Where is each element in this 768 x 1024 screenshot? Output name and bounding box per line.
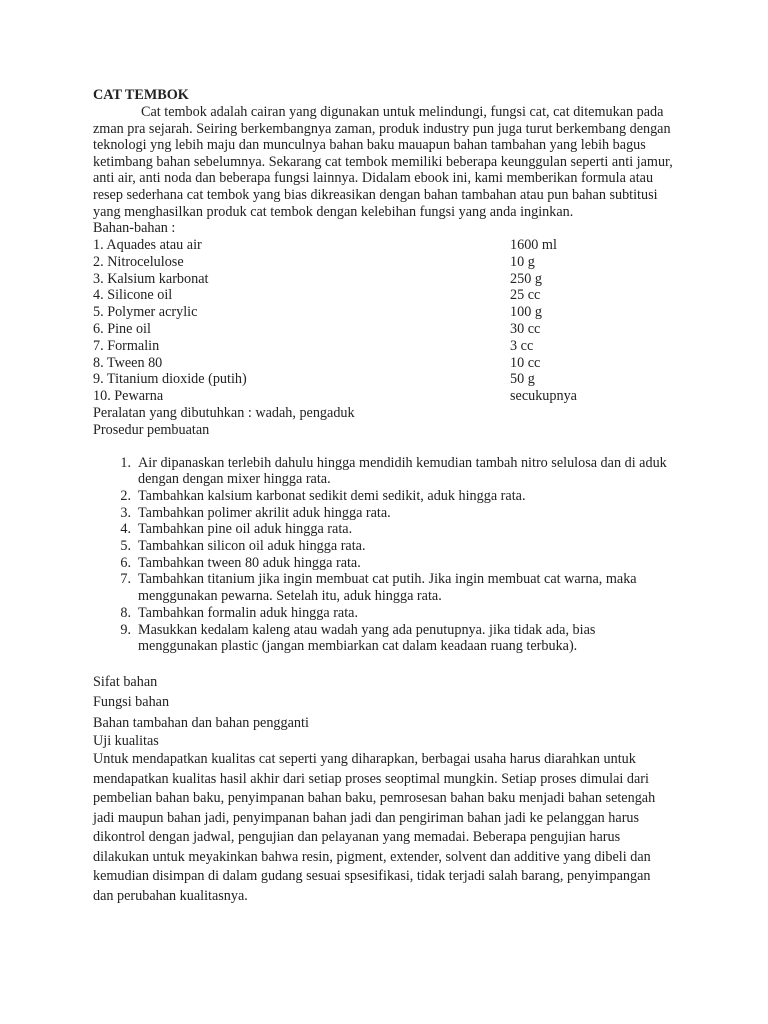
ingredient-name: 5. Polymer acrylic [93, 304, 198, 321]
step-text: Masukkan kedalam kaleng atau wadah yang ada penutupnya. jika tidak ada, bias menggunakan plastic (jangan membiarkan cat dalam keadaan ruang terbuka). [138, 621, 596, 655]
ingredient-name: 4. Silicone oil [93, 287, 173, 304]
ingredient-qty: 10 g [510, 253, 535, 270]
ingredient-qty: 3 cc [510, 337, 534, 354]
procedure-step [93, 488, 668, 505]
step-number: 7. [120, 571, 131, 588]
heading-bahan-tambahan: Bahan tambahan dan bahan pengganti [93, 714, 309, 731]
ingredient-row [93, 254, 683, 271]
document-title: CAT TEMBOK [93, 87, 189, 103]
ingredient-name: 10. Pewarna [93, 388, 164, 405]
ingredient-qty: 1600 ml [510, 236, 557, 253]
ingredient-name: 8. Tween 80 [93, 354, 163, 371]
step-number: 8. [120, 604, 131, 621]
ingredient-name: 9. Titanium dioxide (putih) [93, 371, 247, 388]
step-text: Tambahkan polimer akrilit aduk hingga rata. [138, 504, 391, 521]
ingredient-name: 3. Kalsium karbonat [93, 270, 209, 287]
heading-fungsi-bahan: Fungsi bahan [93, 694, 170, 711]
quality-paragraph: Untuk mendapatkan kualitas cat seperti yang diharapkan, berbagai usaha harus diarahkan untuk mendapatkan kualitas hasil akhir dari setiap proses seoptimal mungkin. Setiap proses dimulai dari pembelian bahan baku, penyimpanan bahan baku, pemrosesan bahan baku menjadi bahan setengah jadi maupun bahan jadi, penyimpanan bahan jadi dan pengiriman bahan jadi ke pelanggan harus dikontrol dengan jadwal, pengujian dan pelayanan yang memadai. Beberapa pengujian harus dilakukan untuk meyakinkan bahwa resin, pigment, extender, solvent dan additive yang dibeli dan kemudian disimpan di dalam gudang sesuai spsesifikasi, tidak terjadi salah barang, penyimpangan dan perubahan kualitasnya. [93, 751, 656, 904]
procedure-step [93, 605, 668, 622]
ingredient-name: 7. Formalin [93, 337, 160, 354]
procedure-step [93, 505, 668, 522]
step-text: Air dipanaskan terlebih dahulu hingga mendidih kemudian tambah nitro selulosa dan di aduk dengan dengan mixer hingga rata. [138, 454, 667, 488]
procedure-step [93, 538, 668, 555]
ingredient-row [93, 287, 683, 304]
ingredient-row [93, 304, 683, 321]
step-number: 6. [120, 554, 131, 571]
procedure-steps [93, 455, 683, 655]
procedure-step [93, 622, 668, 655]
ingredient-qty: 10 cc [510, 354, 541, 371]
step-number: 2. [120, 487, 131, 504]
heading-sifat-bahan: Sifat bahan [93, 673, 158, 690]
procedure-step [93, 455, 668, 488]
step-text: Tambahkan kalsium karbonat sedikit demi sedikit, aduk hingga rata. [138, 487, 526, 504]
ingredient-row [93, 271, 683, 288]
ingredient-qty: 50 g [510, 371, 535, 388]
ingredient-qty: 25 cc [510, 287, 541, 304]
ingredient-row [93, 371, 683, 388]
intro-paragraph [93, 104, 683, 220]
ingredient-row [93, 237, 683, 254]
equipment-line: Peralatan yang dibutuhkan : wadah, pengaduk [93, 404, 355, 421]
ingredient-name: 6. Pine oil [93, 320, 151, 337]
ingredient-row [93, 388, 683, 405]
step-number: 1. [120, 454, 131, 471]
procedure-heading: Prosedur pembuatan [93, 421, 210, 438]
step-number: 4. [120, 521, 131, 538]
ingredient-qty: 250 g [510, 270, 542, 287]
step-text: Tambahkan pine oil aduk hingga rata. [138, 521, 353, 538]
ingredients-heading: Bahan-bahan : [93, 220, 176, 237]
ingredient-row [93, 355, 683, 372]
document-page [93, 87, 683, 906]
intro-text: Cat tembok adalah cairan yang digunakan untuk melindungi, fungsi cat, cat ditemukan pada zman pra sejarah. Seiring berkembangnya zaman, produk industry pun juga turut berkembang dengan teknologi yng lebih maju dan munculnya bahan baku mauapun bahan tambahan yang lebih bagus ketimbang bahan sebelumnya. Sekarang cat tembok memiliki beberapa keunggulan seperti anti jamur, anti air, anti noda dan beberapa fungsi lainnya. Didalam ebook ini, kami memberikan formula atau resep sederhana cat tembok yang bias dikreasikan dengan bahan tambahan atau pun bahan subtitusi yang menghasilkan produk cat tembok dengan kelebihan fungsi yang anda inginkan. [93, 104, 673, 220]
procedure-step [93, 571, 668, 604]
step-text: Tambahkan silicon oil aduk hingga rata. [138, 538, 366, 555]
ingredient-row [93, 321, 683, 338]
step-number: 5. [120, 538, 131, 555]
step-number: 9. [120, 621, 131, 638]
step-text: Tambahkan formalin aduk hingga rata. [138, 604, 359, 621]
ingredients-list [93, 237, 683, 405]
ingredient-qty: secukupnya [510, 388, 577, 405]
procedure-step [93, 521, 668, 538]
section-headings [93, 672, 683, 750]
procedure-step [93, 555, 668, 572]
heading-uji-kualitas: Uji kualitas [93, 733, 159, 750]
step-text: Tambahkan titanium jika ingin membuat cat putih. Jika ingin membuat cat warna, maka menggunakan pewarna. Setelah itu, aduk hingga rata. [138, 571, 637, 605]
ingredient-name: 2. Nitrocelulose [93, 253, 184, 270]
ingredient-qty: 30 cc [510, 320, 541, 337]
ingredient-row [93, 338, 683, 355]
ingredient-name: 1. Aquades atau air [93, 236, 202, 253]
step-text: Tambahkan tween 80 aduk hingga rata. [138, 554, 361, 571]
ingredient-qty: 100 g [510, 304, 542, 321]
step-number: 3. [120, 504, 131, 521]
